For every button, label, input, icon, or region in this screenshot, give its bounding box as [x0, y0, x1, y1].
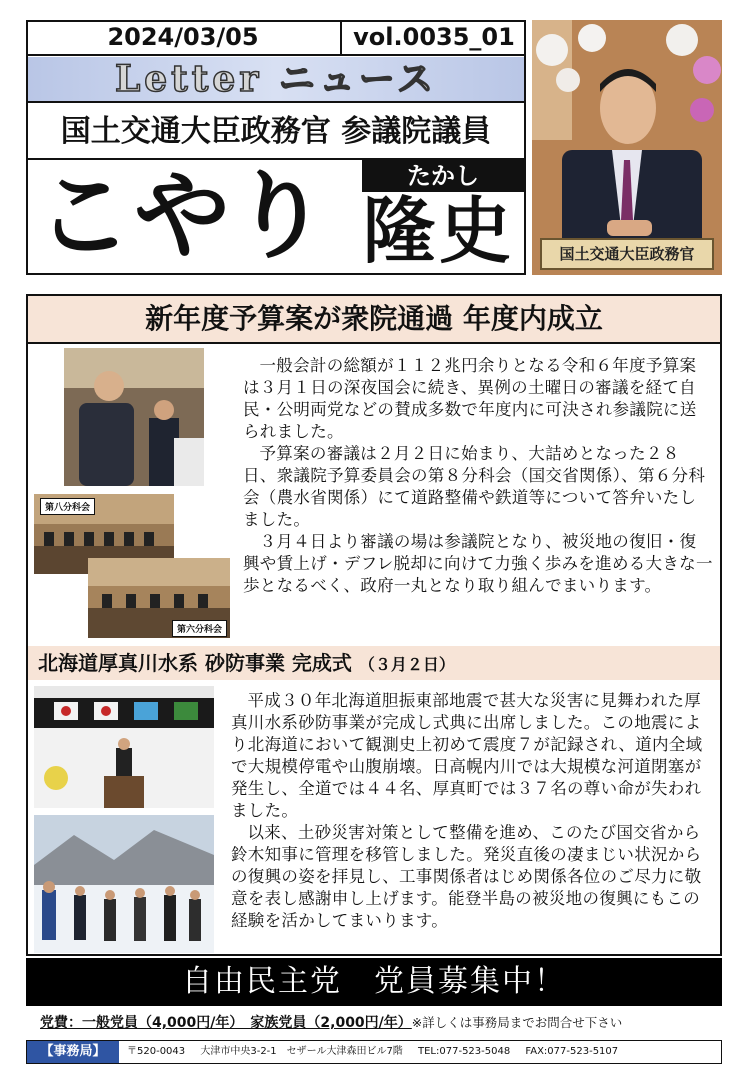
official-role: 国土交通大臣政務官 参議院議員 [60, 114, 492, 149]
name-furigana: たかし [362, 160, 524, 192]
article1-paragraph: 予算案の審議は２月２日に始まり、大詰めとなった２８日、衆議院予算委員会の第８分科会（国交省関係）、第６分科会（農水省関係）にて道路整備や鉄道等について答弁いたしました。 [243, 444, 706, 529]
article2-paragraph: 以来、土砂災害対策として整備を進め、このたび国交省から鈴木知事に管理を移管しました。発災直後の凄まじい状況からの復興の姿を拝見し、工事関係者はじめ関係各位のご尽力に敬意を表し感謝申し上げます。能登半島の被災地の復興にもこの経験を活かしてまいります。 [231, 823, 702, 930]
article2-headline: 北海道厚真川水系 砂防事業 完成式 [38, 651, 352, 675]
portrait-illustration [532, 20, 722, 275]
name-kanji: 隆史 [362, 189, 515, 273]
office-address: 大津市中央3-2-1 セザール大津森田ビル7階 [200, 1046, 403, 1057]
membership-fees [40, 1012, 720, 1034]
portrait-photo [532, 20, 722, 275]
article2-headline-date: （３月２日） [358, 655, 455, 674]
article2-body [231, 690, 715, 932]
office-contact [26, 1040, 722, 1064]
article1-paragraph: 一般会計の総額が１１２兆円余りとなる令和６年度予算案は３月１日の深夜国会に続き、異例の土曜日の審議を経て自民・公明両党などの賛成多数で年度内に可決され参議院に送られました。 [243, 356, 697, 441]
article2-headline-bar [28, 646, 720, 680]
newsletter-title-bar [28, 57, 524, 103]
issue-volume: vol.0035_01 [353, 23, 515, 51]
photo-subcommittee-6 [88, 558, 230, 638]
article1-body [243, 355, 713, 597]
membership-fees-main: 党費：一般党員（4,000円/年） 家族党員（2,000円/年） [40, 1015, 412, 1031]
divider [28, 342, 720, 344]
photo-ceremony-outdoor [34, 815, 214, 953]
masthead-top-row [26, 20, 526, 56]
photo-label-subcommittee-6: 第六分科会 [172, 620, 227, 637]
name-kana: こやり [36, 160, 330, 272]
membership-fees-note: ※詳しくは事務局までお問合せ下さい [411, 1015, 623, 1030]
name-block [28, 158, 524, 273]
membership-recruit-banner: 自由民主党 党員募集中！ [26, 958, 722, 1006]
photo-ceremony-stage-image [34, 686, 214, 808]
photo-minister-answering [64, 348, 204, 486]
office-tel: TEL:077-523-5048 [418, 1046, 511, 1057]
photo-minister-answering-image [64, 348, 204, 486]
office-fax: FAX:077-523-5107 [525, 1046, 619, 1057]
portrait-caption: 国土交通大臣政務官 [540, 238, 714, 270]
photo-label-subcommittee-8: 第八分科会 [40, 498, 95, 515]
issue-date: 2024/03/05 [26, 20, 342, 54]
newsletter-title: Letter ニュース [114, 58, 438, 100]
office-label: 【事務局】 [27, 1041, 119, 1063]
photo-ceremony-stage [34, 686, 214, 808]
article2-paragraph: 平成３０年北海道胆振東部地震で甚大な災害に見舞われた厚真川水系砂防事業が完成し式典に出席しました。この地震により北海道において観測史上初めて震度７が記録され、道内全域で大規模停電や山腹崩壊。日高幌内川では大規模な河道閉塞が発生し、全道では４４名、厚真町では３７名の尊い命が失われました。 [231, 691, 703, 820]
article1-headline: 新年度予算案が衆院通過 年度内成立 [28, 296, 720, 342]
office-postal: 〒520-0043 [127, 1046, 186, 1057]
office-info [127, 1041, 717, 1063]
article1-paragraph: ３月４日より審議の場は参議院となり、被災地の復旧・復興や賃上げ・デフレ脱却に向けて力強く歩みを進める大きな一歩となるべく、政府一丸となり取り組んでまいります。 [243, 532, 713, 595]
photo-ceremony-outdoor-image [34, 815, 214, 953]
